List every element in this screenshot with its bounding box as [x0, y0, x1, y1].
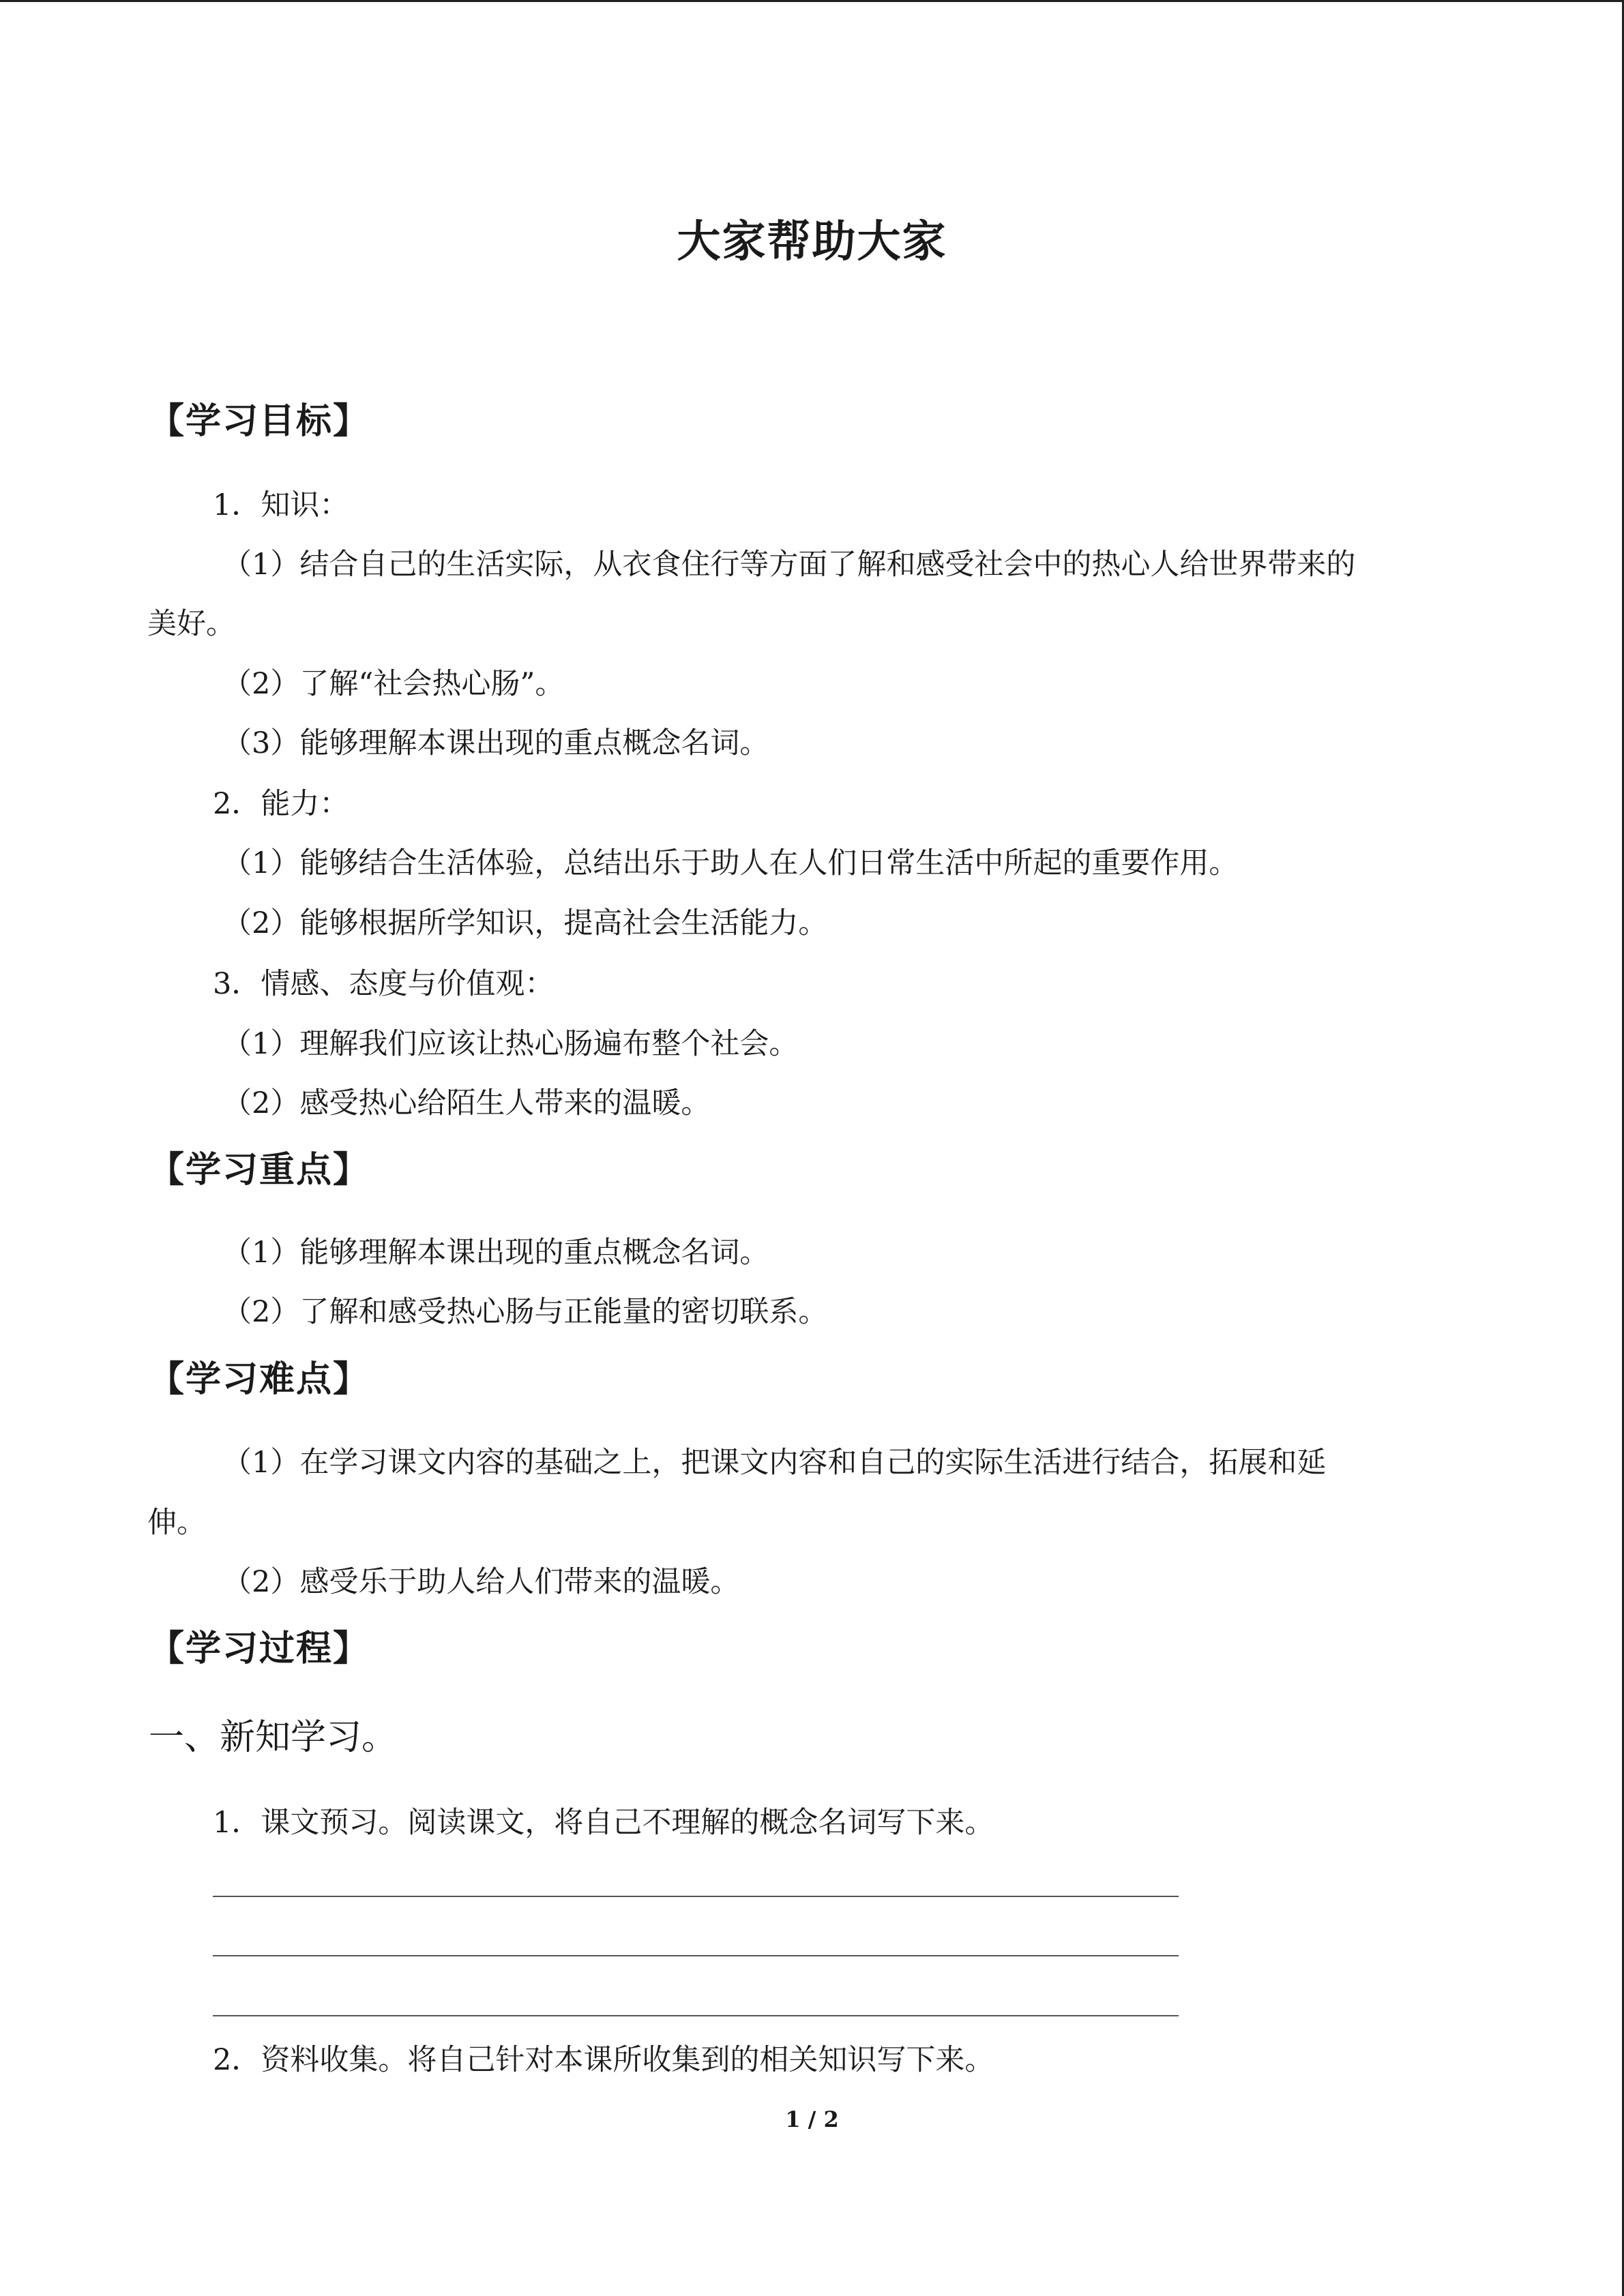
heading-learning-process: 【学习过程】: [149, 1628, 370, 1669]
difficulty-1-cont: 伸。: [147, 1506, 206, 1540]
goal-ability-item-1: （1）能够结合生活体验，总结出乐于助人在人们日常生活中所起的重要作用。: [222, 846, 1239, 880]
goal-ability-item-2: （2）能够根据所学知识，提高社会生活能力。: [222, 906, 828, 940]
goal-knowledge-item-1: （1）结合自己的生活实际，从衣食住行等方面了解和感受社会中的热心人给世界带来的: [222, 548, 1356, 582]
goal-emotion-item-1: （1）理解我们应该让热心肠遍布整个社会。: [222, 1027, 799, 1061]
goal-emotion-label: 3．情感、态度与价值观：: [213, 967, 555, 1001]
goal-knowledge-label: 1．知识：: [213, 488, 349, 522]
key-point-2: （2）了解和感受热心肠与正能量的密切联系。: [222, 1295, 828, 1329]
goal-emotion-item-2: （2）感受热心给陌生人带来的温暖。: [222, 1086, 711, 1120]
question-2: 2．资料收集。将自己针对本课所收集到的相关知识写下来。: [213, 2043, 994, 2077]
page-number: 1 / 2: [785, 2106, 839, 2132]
answer-line-3[interactable]: [213, 2015, 1179, 2016]
heading-difficulties: 【学习难点】: [149, 1359, 370, 1400]
goal-ability-label: 2．能力：: [213, 787, 349, 821]
goal-knowledge-item-1-cont: 美好。: [147, 607, 235, 641]
goal-knowledge-item-3: （3）能够理解本课出现的重点概念名词。: [222, 726, 769, 760]
page-title: 大家帮助大家: [677, 217, 947, 267]
difficulty-1: （1）在学习课文内容的基础之上，把课文内容和自己的实际生活进行结合，拓展和延: [222, 1446, 1327, 1480]
question-1: 1．课文预习。阅读课文，将自己不理解的概念名词写下来。: [213, 1806, 994, 1840]
part-new-knowledge: 一、新知学习。: [149, 1717, 398, 1758]
answer-line-2[interactable]: [213, 1955, 1179, 1956]
goal-knowledge-item-2: （2）了解“社会热心肠”。: [222, 667, 565, 701]
difficulty-2: （2）感受乐于助人给人们带来的温暖。: [222, 1565, 740, 1599]
key-point-1: （1）能够理解本课出现的重点概念名词。: [222, 1236, 769, 1270]
heading-learning-goals: 【学习目标】: [149, 401, 370, 442]
answer-line-1[interactable]: [213, 1896, 1179, 1897]
heading-key-points: 【学习重点】: [149, 1150, 370, 1191]
